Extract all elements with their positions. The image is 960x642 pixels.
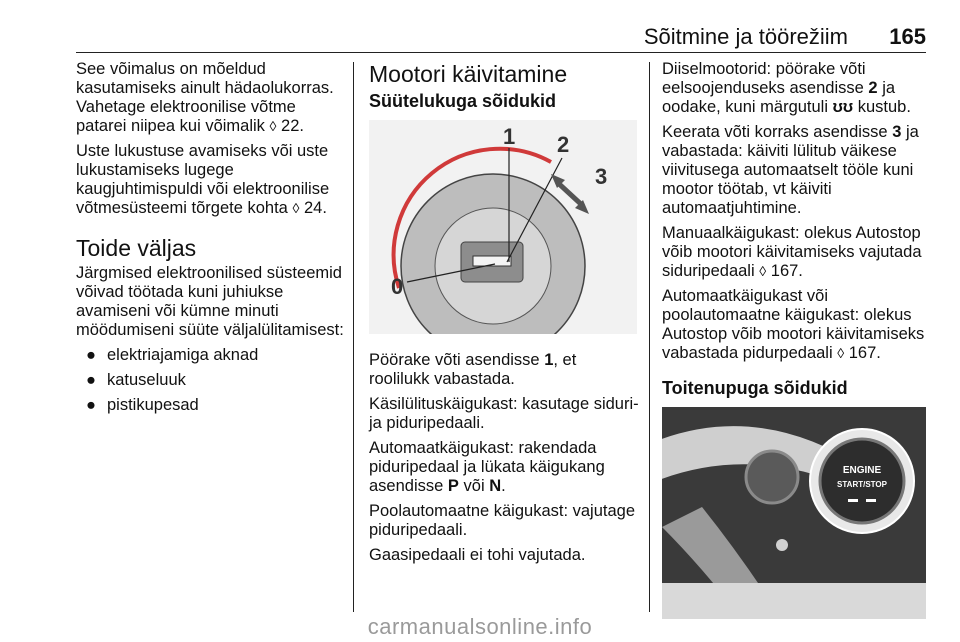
intro-paragraph: See võimalus on mõeldud kasutamiseks ainult hädaolukorras. Vahetage elektroonilise võtme patarei niipea kui võimalik ◊ 22. <box>76 60 334 135</box>
list-item: ● pistikupesad <box>86 396 199 414</box>
header-rule <box>76 52 926 53</box>
unlock-paragraph: Uste lukustuse avamiseks või uste lukustamiseks lugege kaugjuhtimispuldi või elektroonilise võtmesüsteemi tõrgete kohta ◊ 24. <box>76 142 330 217</box>
subheading-power-button: Toitenupuga sõidukid <box>662 378 848 398</box>
start-stop-label: START/STOP <box>837 480 887 489</box>
column-3 <box>662 60 926 624</box>
bullet-icon: ● <box>86 346 96 364</box>
list-item: ● katuseluuk <box>86 371 186 389</box>
autostop-manual-paragraph: Manuaalkäigukast: olekus Autostop võib mootori käivitamiseks vajutada siduripedaali ◊ 167. <box>662 224 922 280</box>
chapter-title: Sõitmine ja töörežiim <box>643 24 848 49</box>
column-1 <box>76 60 346 421</box>
section-heading-power-off: Toide väljas <box>76 235 197 261</box>
accelerator-warning: Gaasipedaali ei tohi vajutada. <box>369 546 586 564</box>
page-ref-link[interactable]: 24. <box>303 199 327 217</box>
instrument-gauge <box>746 451 798 503</box>
small-start-button <box>776 539 788 551</box>
power-button-figure <box>662 407 926 619</box>
section-heading-engine-start: Mootori käivitamine <box>369 61 568 87</box>
column-divider-2 <box>649 62 650 612</box>
page-ref-icon: ◊ <box>759 263 767 279</box>
key-turn-paragraph: Pöörake võti asendisse 1, et roolilukk vabastada. <box>369 351 577 388</box>
page-number: 165 <box>889 24 926 49</box>
page-ref-icon: ◊ <box>837 345 845 361</box>
page-ref-link[interactable]: 167. <box>848 344 881 362</box>
ignition-switch-figure <box>369 120 637 334</box>
power-off-paragraph: Järgmised elektroonilised süsteemid võivad töötada kuni juhiukse avamiseni või kümne minuti möödumiseni süüte väljalülitamisest: <box>76 264 344 339</box>
page-ref-icon: ◊ <box>292 200 300 216</box>
subheading-ignition-lock: Süütelukuga sõidukid <box>369 91 557 111</box>
position-label-1: 1 <box>503 124 516 149</box>
glow-plug-icon: ʊʊ <box>832 98 854 116</box>
indicator-light-right <box>866 499 876 502</box>
page-header <box>76 0 926 50</box>
page-ref-link[interactable]: 167. <box>770 262 803 280</box>
indicator-light-left <box>848 499 858 502</box>
bullet-icon: ● <box>86 396 96 414</box>
autostop-automatic-paragraph: Automaatkäigukast või poolautomaatne käigukast: olekus Autostop võib mootori käivitamiseks vabastada pidurpedaali ◊ 167. <box>662 287 925 362</box>
start-position-paragraph: Keerata võti korraks asendisse 3 ja vabastada: käiviti lülitub väikese viivitusega automaatselt tööle kuni mootor töötab, vt käiviti automaatjuhtimine. <box>662 123 919 217</box>
list-item: ● elektriajamiga aknad <box>86 346 259 364</box>
position-label-2: 2 <box>557 132 570 157</box>
diesel-paragraph: Diiselmootorid: pöörake võti eelsoojenduseks asendisse 2 ja oodake, kuni märgutuli ʊʊ kustub. <box>662 60 911 116</box>
position-label-3: 3 <box>595 164 608 189</box>
automatic-gearbox-paragraph: Automaatkäigukast: rakendada piduripedaal ja lükata käigukang asendisse P või N. <box>369 439 605 495</box>
page-ref-link[interactable]: 22. <box>281 117 304 135</box>
column-divider-1 <box>353 62 354 612</box>
bullet-icon: ● <box>86 371 96 389</box>
column-2 <box>369 60 641 571</box>
bullet-list <box>76 346 346 415</box>
semi-automatic-paragraph: Poolautomaatne käigukast: vajutage piduripedaali. <box>369 502 636 539</box>
page-ref-icon: ◊ <box>269 118 277 134</box>
position-label-0: 0 <box>391 274 404 299</box>
engine-label: ENGINE <box>842 465 882 476</box>
manual-gearbox-paragraph: Käsilülituskäigukast: kasutage siduri- ja piduripedaali. <box>369 395 639 432</box>
watermark: carmanualsonline.info <box>367 614 593 639</box>
